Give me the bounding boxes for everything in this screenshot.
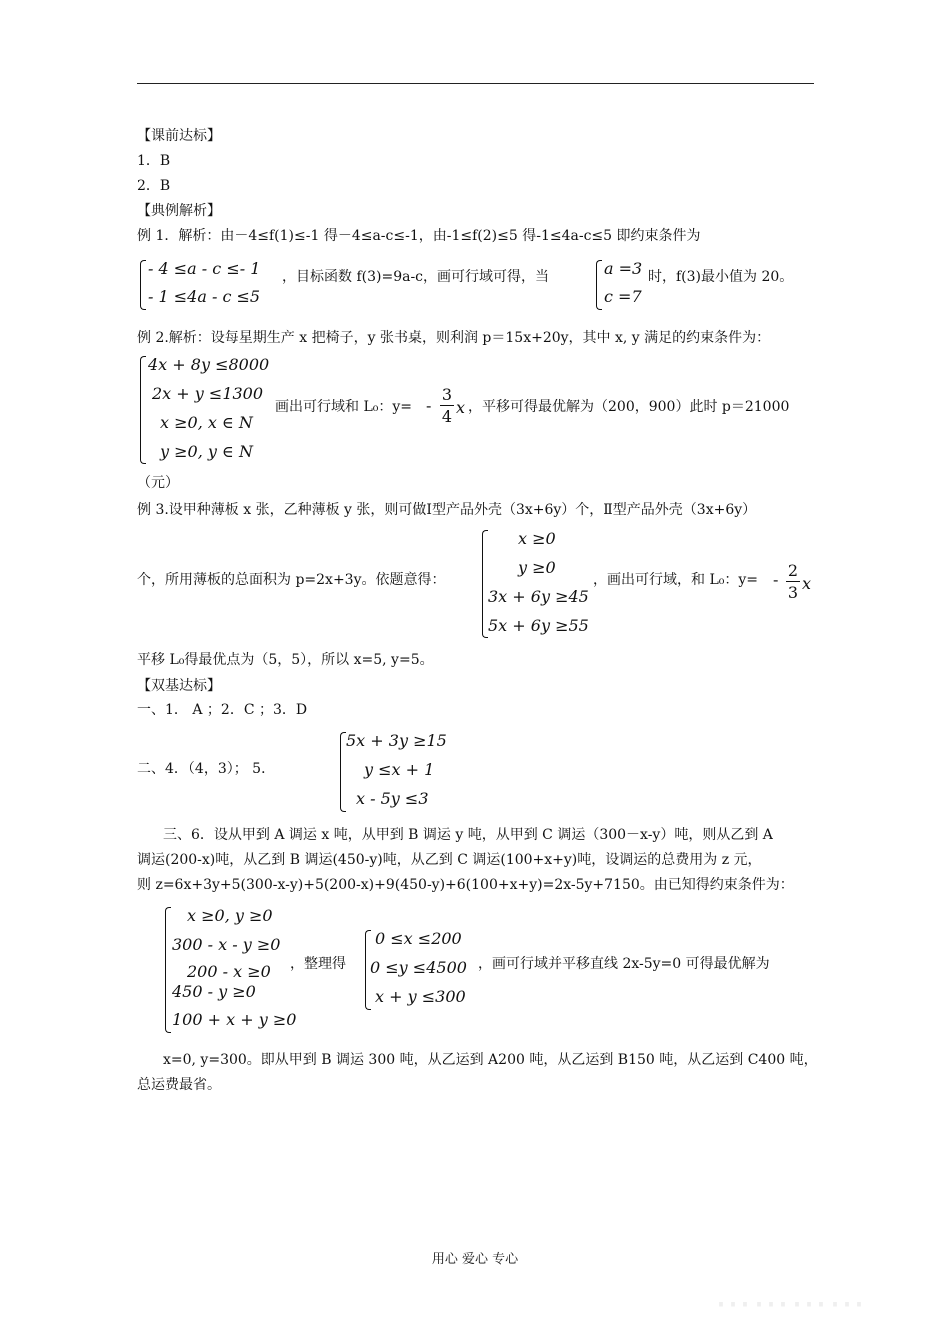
numerator: 2 [787, 561, 799, 580]
fraction-bar [440, 405, 454, 406]
part3-line3: 则 z=6x+3y+5(300-x-y)+5(200-x)+9(450-y)+6(100+x+y)=2x-5y+7150。由已知得约束条件为： [137, 877, 794, 893]
equation: 4x + 8y ≤8000 [148, 355, 270, 374]
frac-var: x [802, 574, 812, 593]
equation: y ≤x + 1 [364, 760, 435, 779]
example2-mid: 画出可行域和 L₀：y= [275, 399, 412, 415]
equation: 2x + y ≤1300 [152, 384, 264, 403]
answer-2: 2．B [137, 178, 171, 194]
fraction-bar [786, 581, 800, 582]
example1-system [140, 258, 280, 312]
example1-mid: ，目标函数 f(3)=9a-c，画可行域可得，当 [282, 269, 550, 285]
example3-text: 例 3.设甲种薄板 x 张，乙种薄板 y 张，则可做Ⅰ型产品外壳（3x+6y）个，Ⅱ型产品外壳（3x+6y） [137, 502, 757, 518]
section-title-pre-class: 【课前达标】 [137, 128, 221, 144]
equation: x ≥0 [518, 529, 556, 548]
equation: - 1 ≤4a - c ≤5 [148, 287, 261, 306]
denominator: 3 [787, 583, 799, 602]
part3-system-a [165, 905, 297, 1035]
example3-system [482, 528, 592, 640]
equation: y ≥0, y ∈ N [160, 442, 253, 461]
section-title-examples: 【典例解析】 [137, 203, 221, 219]
equation: x - 5y ≤3 [356, 789, 429, 808]
example3-conclusion: 平移 L₀得最优点为（5，5），所以 x=5, y=5。 [137, 652, 434, 668]
part2-system [340, 730, 450, 814]
example2-system [140, 354, 270, 466]
equation: 100 + x + y ≥0 [172, 1010, 297, 1029]
denominator: 4 [441, 407, 453, 426]
answer-1: 1．B [137, 153, 171, 169]
example1-condition [596, 258, 646, 312]
equation: 5x + 6y ≥55 [488, 616, 589, 635]
part3-line1: 三、6．设从甲到 A 调运 x 吨，从甲到 B 调运 y 吨，从甲到 C 调运（300－x-y）吨，则从乙到 A [163, 827, 773, 843]
watermark: ⋯⋯⋯⋯ [715, 1283, 867, 1324]
part3-tail: ，画可行域并平移直线 2x-5y=0 可得最优解为 [478, 956, 770, 972]
example2-unit: （元） [137, 475, 179, 491]
fraction [786, 561, 800, 602]
part2-answers: 二、4．（4，3）； 5． [137, 761, 276, 777]
part3-line4: x=0, y=300。即从甲到 B 调运 300 吨，从乙运到 A200 吨，从乙运到 B150 吨，从乙运到 C400 吨， [163, 1052, 818, 1068]
equation: 0 ≤x ≤200 [375, 929, 462, 948]
section-title-basics: 【双基达标】 [137, 678, 221, 694]
example2-text: 例 2.解析：设每星期生产 x 把椅子，y 张书桌，则利润 p＝15x+20y，其中 x, y 满足的约束条件为： [137, 330, 771, 346]
numerator: 3 [441, 385, 453, 404]
fraction [440, 385, 454, 426]
equation: 5x + 3y ≥15 [346, 731, 447, 750]
example1-tail: 时，f(3)最小值为 20。 [648, 269, 794, 285]
equation: y ≥0 [518, 558, 556, 577]
example2-tail: ，平移可得最优解为（200，900）此时 p＝21000 [468, 399, 790, 415]
example3-pre: 个，所用薄板的总面积为 p=2x+3y。依题意得： [137, 572, 446, 588]
brace [165, 907, 171, 1033]
equation: x ≥0, x ∈ N [160, 413, 253, 432]
frac-var: x [456, 398, 466, 417]
equation: 200 - x ≥0 [187, 962, 271, 981]
brace [140, 356, 146, 464]
header-rule [137, 83, 814, 84]
example1-text: 例 1．解析：由－4≤f(1)≤-1 得－4≤a-c≤-1，由-1≤f(2)≤5 得-1≤4a-c≤5 即约束条件为 [137, 228, 701, 244]
part3-line2: 调运(200-x)吨，从乙到 B 调运(450-y)吨，从乙到 C 调运(100+x+y)吨，设调运的总费用为 z 元， [137, 852, 762, 868]
equation: 0 ≤y ≤4500 [370, 958, 467, 977]
equation: - 4 ≤a - c ≤- 1 [148, 259, 261, 278]
part3-line5: 总运费最省。 [137, 1077, 221, 1093]
equation: a =3 [604, 259, 643, 278]
brace [140, 260, 146, 310]
frac-sign: - [773, 570, 779, 589]
frac-sign: - [426, 396, 432, 415]
equation: 3x + 6y ≥45 [488, 587, 589, 606]
equation: x + y ≤300 [375, 987, 466, 1006]
footer-text: 用心 爱心 专心 [431, 1252, 519, 1267]
brace [596, 260, 602, 310]
part3-mid: ，整理得 [290, 956, 346, 972]
part3-system-b [365, 928, 475, 1012]
equation: 300 - x - y ≥0 [172, 935, 281, 954]
part1-answers: 一、1． A ；2．C ；3．D [137, 702, 308, 718]
example3-mid: ，画出可行域，和 L₀：y= [593, 572, 758, 588]
equation: 450 - y ≥0 [172, 982, 256, 1001]
equation: x ≥0, y ≥0 [187, 906, 273, 925]
equation: c =7 [604, 287, 642, 306]
